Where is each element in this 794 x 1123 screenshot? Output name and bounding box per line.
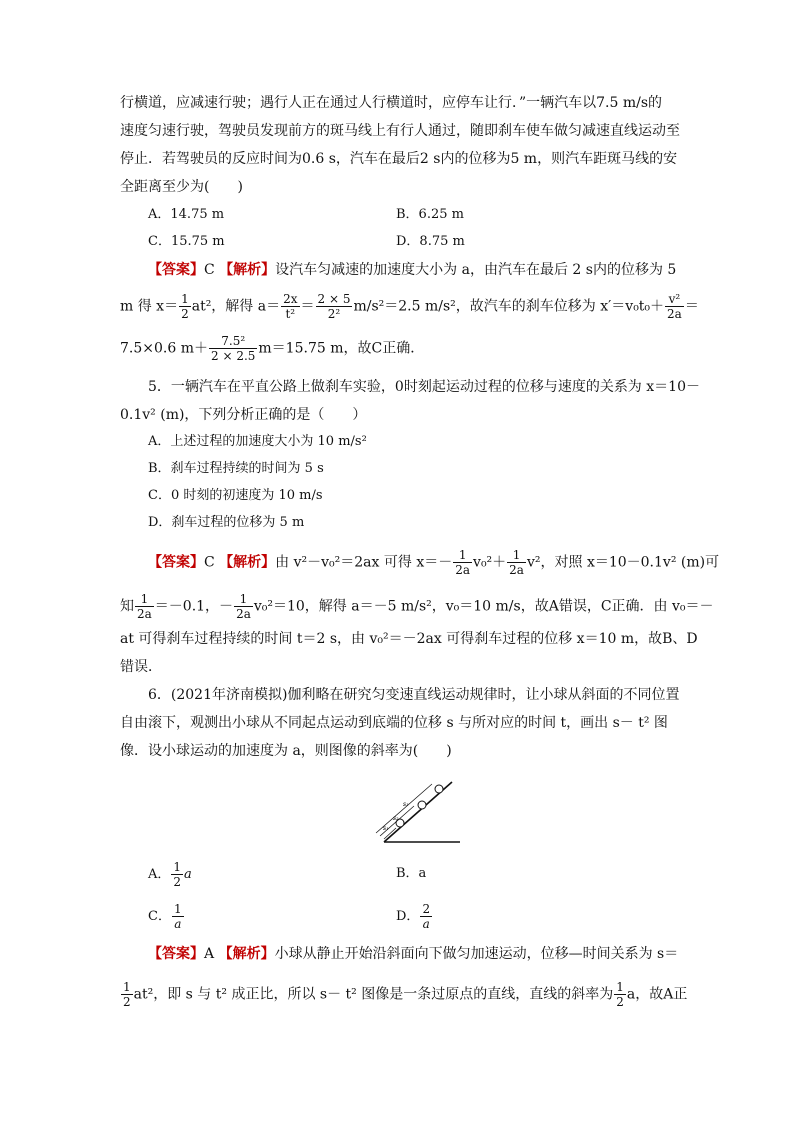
fraction [209,334,257,363]
frac-num: 2 × 5 [317,292,351,306]
q6-answer: A [204,946,215,962]
q5-analysis-line-1 [148,548,720,577]
q5-analysis-line-4: 错误． [120,659,162,675]
q6-analysis-line-2 [120,980,688,1009]
frac-num: 1 [181,292,189,306]
frac-den: t² [285,307,296,321]
q6-option-b: B．a [396,866,427,881]
fraction [316,292,353,321]
q5-stem-line-2: 0.1v² (m)，下列分析正确的是（ ） [120,407,367,423]
q4-analysis-2b: at²，解得 a＝ [191,298,281,315]
frac-den: 2a [455,563,471,577]
q6-analysis-1: 小球从静止开始沿斜面向下做匀加速运动，位移—时间关系为 s＝ [274,946,679,962]
fraction [172,902,184,931]
q5-analysis-2a: 知 [120,598,134,615]
q4-option-d: D．8.75 m [396,234,465,249]
ball-middle [418,801,426,809]
fraction [135,592,154,621]
q5-analysis-line-2 [120,592,714,621]
frac-num: 1 [173,860,182,874]
q4-analysis-line-2: m 得 x＝ $\frac{1}{2}$ at²，解得 a＝ $\frac{2x}{\text{t²}}$ ＝ $\frac{2 \times 5}{\text{2²}}$ m/s²＝2.5 m/s²，故汽车的刹车位移为 x′＝v₀t₀＋ $\frac{\text{v²}}{2a}$ ＝ [120,292,699,321]
frac-num: 7.5² [209,334,257,349]
inclined-plane-figure [356,770,466,852]
q4-analysis-2c: m/s²＝2.5 m/s²，故汽车的刹车位移为 x′＝v₀t₀＋ [353,298,665,315]
fraction [420,902,432,931]
q6-stem-line-2: 自由滚下，观测出小球从不同起点运动到底端的位移 s 与所对应的时间 t，画出 s－ t² 图 [120,715,668,731]
option-prefix: D． [396,909,420,924]
fraction [665,292,684,321]
q5-analysis-line-3: at 可得刹车过程持续的时间 t＝2 s，由 v₀²＝－2ax 可得刹车过程的位移 x＝10 m，故B、D [120,631,698,647]
ball-top [435,785,443,793]
frac-num: v² [665,292,684,307]
frac-num: 1 [507,548,526,563]
option-prefix: A． [148,867,171,882]
fraction [453,548,472,577]
frac-num: 1 [123,980,131,994]
option-prefix: C． [148,909,171,924]
s1-label: s₁ [383,825,389,832]
q4-stem-line-1: 行横道，应减速行驶；遇行人正在通过人行横道时，应停车让行．”一辆汽车以7.5 m/s的 [120,95,663,111]
q4-analysis-text-1: 设汽车匀减速的加速度大小为 a，由汽车在最后 2 s内的位移为 5 [275,262,677,278]
q5-analysis-2b: ＝－0.1，－ [154,598,234,615]
q5-analysis-1b: v₀²＋ [473,554,507,571]
frac-den: a [422,917,430,931]
fraction [121,980,133,1009]
q4-analysis-2d: ＝ [684,298,699,315]
fraction [179,292,191,321]
q5-option-d: D．刹车过程的位移为 5 m [148,515,305,530]
q4-analysis-3a: 7.5×0.6 m＋ [120,340,208,357]
frac-den: 2 [123,995,131,1009]
fraction [507,548,526,577]
q5-analysis-1a: 由 v²－v₀²＝2ax 可得 x＝－ [275,554,453,571]
analysis-tag: 【解析】 [218,946,275,962]
q4-stem-line-2: 速度匀速行驶，驾驶员发现前方的斑马线上有行人通过，随即刹车使车做匀减速直线运动至 [120,123,680,139]
frac-den: 2 [173,875,182,889]
frac-den: 2² [327,307,341,321]
q5-option-a: A．上述过程的加速度大小为 10 m/s² [148,434,367,449]
q4-option-c: C．15.75 m [148,234,225,249]
answer-tag: 【答案】 [148,554,204,571]
fraction [234,592,253,621]
q4-analysis-2a: m 得 x＝ [120,298,179,315]
q4-option-b: B．6.25 m [396,207,464,222]
analysis-tag: 【解析】 [219,262,276,278]
q6-option-c [148,902,185,931]
fraction [171,860,183,889]
frac-den: a [174,917,182,931]
s2-label: s₂ [393,815,399,822]
fraction [281,292,299,321]
q6-option-d [396,902,433,931]
q5-option-b: B．刹车过程持续的时间为 5 s [148,461,324,476]
frac-den: 2 × 2.5 [211,349,256,363]
frac-num: 1 [135,592,154,607]
frac-den: 2a [509,563,524,577]
q6-analysis-2b: a，故A正 [626,986,688,1003]
frac-num: 1 [616,980,624,994]
frac-den: 2a [137,607,152,621]
q4-analysis-3b: m＝15.75 m，故C正确． [258,340,425,357]
analysis-tag: 【解析】 [219,554,276,571]
q5-analysis-1c: v²，对照 x＝10－0.1v² (m)可 [526,554,720,571]
q6-analysis-line-1 [148,944,708,964]
q4-stem-line-4: 全距离至少为( ) [120,179,243,195]
s3-label: s₃ [403,801,409,808]
frac-den: 2a [236,607,251,621]
fraction [614,980,626,1009]
q5-answer: C [204,554,215,571]
q4-answer: C [204,262,215,278]
q6-option-a [148,860,192,889]
q5-option-c: C．0 时刻的初速度为 10 m/s [148,488,323,503]
frac-num: 2 [422,902,431,916]
q4-analysis-line-1 [148,260,708,280]
frac-den: 2 [181,307,189,321]
answer-tag: 【答案】 [148,262,204,278]
q4-analysis-line-3 [120,334,680,363]
frac-den: 2a [667,307,682,321]
q4-option-a: A．14.75 m [148,207,225,222]
option-tail: a [184,867,192,882]
answer-tag: 【答案】 [148,946,204,962]
q6-stem-line-3: 像．设小球运动的加速度为 a，则图像的斜率为( ) [120,743,452,759]
q6-stem-line-1: 6．(2021年济南模拟)伽利略在研究匀变速直线运动规律时，让小球从斜面的不同位置 [148,687,680,703]
frac-num: 1 [453,548,472,563]
frac-den: 2 [616,995,624,1009]
frac-num: 1 [173,902,182,916]
q4-stem-line-3: 停止．若驾驶员的反应时间为0.6 s，汽车在最后2 s内的位移为5 m，则汽车距斑马线的安 [120,151,678,167]
q5-analysis-2c: v₀²＝10，解得 a＝－5 m/s²，v₀＝10 m/s，故A错误，C正确．由 v₀＝－ [253,598,714,615]
frac-num: 1 [234,592,253,607]
q6-analysis-2a: at²，即 s 与 t² 成正比，所以 s－ t² 图像是一条过原点的直线，直线的斜率为 [133,986,614,1003]
q5-stem-line-1: 5．一辆汽车在平直公路上做刹车实验，0时刻起运动过程的位移与速度的关系为 x＝10－ [148,379,700,395]
frac-num: 2x [283,292,298,306]
